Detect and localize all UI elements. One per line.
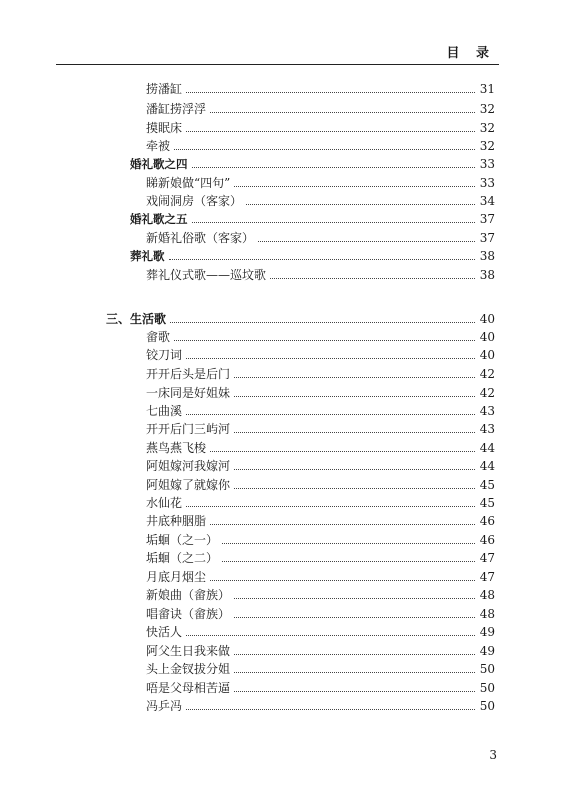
toc-entry-page: 40 <box>479 311 495 326</box>
toc-entry-page: 44 <box>479 440 495 455</box>
toc-entry-title: 井底种胭脂 <box>146 514 207 528</box>
toc-entry[interactable] <box>146 623 495 641</box>
toc-entry-title: 睇新娘做“四句” <box>146 175 231 190</box>
dot-leader <box>192 213 476 223</box>
dot-leader <box>210 515 475 525</box>
toc-entry-title: 冯乒冯 <box>146 699 183 713</box>
toc-entry-title: 阿父生日我来做 <box>146 643 231 658</box>
toc-entry[interactable] <box>146 346 495 364</box>
toc-entry[interactable] <box>146 494 495 512</box>
toc-entry[interactable] <box>146 549 495 567</box>
toc-entry[interactable] <box>146 512 495 530</box>
dot-leader <box>222 534 475 544</box>
toc-entry-title: 燕鸟燕飞梭 <box>146 440 207 455</box>
toc-entry-page: 40 <box>479 348 495 362</box>
dot-leader <box>234 645 475 655</box>
toc-entry[interactable] <box>146 266 495 284</box>
toc-entry[interactable] <box>146 679 495 697</box>
toc-entry-page: 50 <box>479 680 495 695</box>
dot-leader <box>169 250 476 260</box>
toc-entry-title: 婚礼歌之五 <box>130 212 188 226</box>
running-header <box>56 42 499 65</box>
dot-leader <box>186 405 475 415</box>
dot-leader <box>234 682 475 692</box>
toc-entry[interactable] <box>146 439 495 457</box>
toc-entry[interactable] <box>146 229 495 247</box>
toc-entry-title: 戏闹洞房（客家） <box>146 194 243 208</box>
toc-entry[interactable] <box>146 365 495 383</box>
toc-entry-title: 摸眠床 <box>146 120 183 135</box>
toc-entry[interactable] <box>146 476 495 494</box>
toc-entry[interactable] <box>146 192 495 210</box>
toc-entry[interactable] <box>146 420 495 438</box>
dot-leader <box>210 442 475 452</box>
toc-entry-page: 37 <box>479 212 495 226</box>
toc-entry-page: 45 <box>479 496 495 510</box>
toc-entry[interactable] <box>146 119 495 137</box>
dot-leader <box>210 571 475 581</box>
dot-leader <box>186 497 475 507</box>
dot-leader <box>186 700 475 710</box>
toc-entry-title: 捞潘缸 <box>146 82 183 96</box>
toc-entry-page: 40 <box>479 330 495 344</box>
toc-entry-title: 阿姐嫁了就嫁你 <box>146 477 231 492</box>
dot-leader <box>174 331 475 341</box>
toc-entry[interactable] <box>146 531 495 549</box>
toc-entry-page: 47 <box>479 569 495 584</box>
toc-entry-title: 开开后门三屿河 <box>146 422 231 436</box>
toc-entry-title: 垢蛔（之二） <box>146 551 219 565</box>
toc-entry-page: 38 <box>479 249 495 263</box>
toc-entry[interactable] <box>146 402 495 420</box>
dot-leader <box>234 589 475 599</box>
toc-entry-page: 48 <box>479 606 495 621</box>
toc-entry-title: 唱畲诀（畲族） <box>146 606 231 621</box>
dot-leader <box>270 269 475 279</box>
toc-entry[interactable] <box>146 137 495 155</box>
toc-entry-page: 38 <box>479 267 495 282</box>
toc-entry[interactable] <box>146 384 495 402</box>
toc-section-heading[interactable] <box>130 247 495 265</box>
toc-entry-title: 畲歌 <box>146 330 171 344</box>
dot-leader <box>186 626 475 636</box>
toc-entry-title: 铰刀词 <box>146 348 183 362</box>
dot-leader <box>210 103 475 113</box>
toc-entry-title: 潘缸捞浮浮 <box>146 102 207 116</box>
toc-entry-page: 48 <box>479 588 495 602</box>
toc-entry-title: 月底月烟尘 <box>146 569 207 584</box>
toc-entry-page: 32 <box>479 120 495 135</box>
toc-entry-page: 49 <box>479 625 495 639</box>
toc-entry-page: 50 <box>479 699 495 713</box>
toc-entry-page: 34 <box>479 194 495 208</box>
dot-leader <box>234 460 475 470</box>
toc-entry[interactable] <box>146 642 495 660</box>
toc-entry-title: 水仙花 <box>146 496 183 510</box>
toc-entry-page: 50 <box>479 662 495 676</box>
toc-entry-title: 葬礼仪式歌——巡坟歌 <box>146 267 267 282</box>
toc-entry-page: 46 <box>479 532 495 547</box>
toc-entry-title: 快活人 <box>146 625 183 639</box>
toc-entry-page: 32 <box>479 102 495 116</box>
dot-leader <box>222 552 475 562</box>
page-number: 3 <box>489 748 497 762</box>
dot-leader <box>234 663 475 673</box>
toc-entry-title: 新娘曲（畲族） <box>146 588 231 602</box>
toc-entry[interactable] <box>146 328 495 346</box>
toc-entry[interactable] <box>146 80 495 98</box>
toc-section-heading[interactable] <box>130 155 495 173</box>
dot-leader <box>192 158 476 168</box>
toc-entry-page: 47 <box>479 551 495 565</box>
dot-leader <box>246 195 475 205</box>
toc-entry-page: 44 <box>479 459 495 473</box>
dot-leader <box>174 140 475 150</box>
toc-entry-page: 33 <box>479 175 495 190</box>
toc-entry-title: 一床同是好姐妹 <box>146 385 231 400</box>
dot-leader <box>234 608 475 618</box>
toc-entry-title: 垢蛔（之一） <box>146 532 219 547</box>
toc-entry-title: 开开后头是后门 <box>146 367 231 381</box>
toc-entry[interactable] <box>146 697 495 715</box>
dot-leader <box>234 177 475 187</box>
toc-entry[interactable] <box>146 586 495 604</box>
toc-entry[interactable] <box>146 568 495 586</box>
toc-chapter-heading[interactable] <box>106 310 495 328</box>
toc-entry-page: 43 <box>479 404 495 418</box>
toc-entry-title: 唔是父母相苦逼 <box>146 680 231 695</box>
toc-entry-title: 牵被 <box>146 139 171 153</box>
toc-entry-page: 31 <box>479 82 495 96</box>
dot-leader <box>258 232 475 242</box>
toc-entry-title: 头上金钗拔分姐 <box>146 662 231 676</box>
toc-entry[interactable] <box>146 457 495 475</box>
toc-entry-title: 葬礼歌 <box>130 249 165 263</box>
toc-entry[interactable] <box>146 660 495 678</box>
dot-leader <box>234 479 475 489</box>
dot-leader <box>234 387 475 397</box>
toc-entry[interactable] <box>146 100 495 118</box>
toc-entry-page: 45 <box>479 477 495 492</box>
toc-entry-title: 婚礼歌之四 <box>130 157 188 171</box>
toc-entry-page: 49 <box>479 643 495 658</box>
toc-entry-page: 33 <box>479 157 495 171</box>
dot-leader <box>234 423 475 433</box>
dot-leader <box>186 122 475 132</box>
dot-leader <box>170 313 475 323</box>
toc-entry-title: 新婚礼俗歌（客家） <box>146 230 255 245</box>
toc-entry[interactable] <box>146 174 495 192</box>
toc-entry-page: 43 <box>479 422 495 436</box>
dot-leader <box>234 368 475 378</box>
toc-entry-page: 42 <box>479 385 495 400</box>
toc-section-heading[interactable] <box>130 210 495 228</box>
toc-entry-title: 七曲溪 <box>146 404 183 418</box>
toc-entry[interactable] <box>146 605 495 623</box>
toc-entry-page: 42 <box>479 367 495 381</box>
header-title: 目 录 <box>446 46 495 61</box>
toc-entry-title: 阿姐嫁河我嫁河 <box>146 459 231 473</box>
dot-leader <box>186 349 475 359</box>
toc-entry-page: 37 <box>479 230 495 245</box>
toc-entry-title: 三、生活歌 <box>106 311 167 326</box>
toc-entry-page: 32 <box>479 139 495 153</box>
dot-leader <box>186 83 475 93</box>
toc-entry-page: 46 <box>479 514 495 528</box>
